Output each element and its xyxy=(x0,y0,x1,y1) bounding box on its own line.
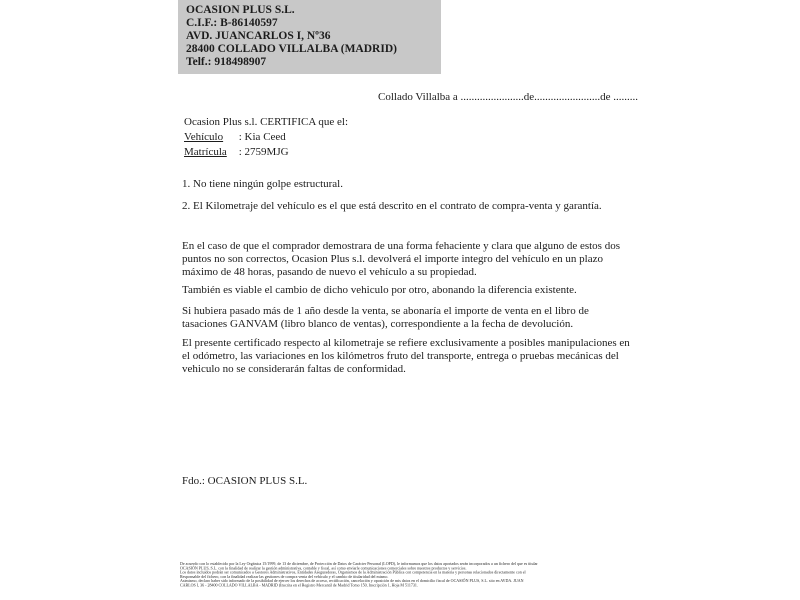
paragraph-refund-terms: En el caso de que el comprador demostrara de una forma fehaciente y clara que alguno de estos dos puntos no son correctos, Ocasion Plus s.l. devolverá el importe integro del vehículo en un plazo máximo de 48 horas, pasando de nuevo el vehículo a su propiedad. xyxy=(182,240,620,278)
letterhead-block xyxy=(178,0,441,74)
certificate-point-2: 2. El Kilometraje del vehículo es el que está descrito en el contrato de compra-venta y garantía. xyxy=(182,200,602,212)
vehicle-label: Vehículo xyxy=(184,131,224,143)
company-name: OCASION PLUS S.L. xyxy=(186,4,295,16)
vehicle-row xyxy=(184,131,286,143)
plate-row xyxy=(184,146,289,158)
company-address: AVD. JUANCARLOS I, Nº36 xyxy=(186,30,331,42)
paragraph-mileage-disclaimer: El presente certificado respecto al kilometraje se refiere exclusivamente a posibles manipulaciones en el odómetro, las variaciones en los kilómetros fruto del transporte, entrega o pruebas mecánicas del vehiculo no se considerarán faltas de conformidad. xyxy=(182,337,630,375)
footer-line-2: OCASIÓN PLUS, S.L. con la finalidad de realizar la gestión administrativa, contable y fiscal, así como enviarle comunicaciones comerciales sobre nuestros productos y servicios. xyxy=(180,565,467,571)
footer-line-5: Asimismo, declaro haber sido informado de la posibilidad de ejercer los derechos de acceso, rectificación, cancelación y oposición de mis datos en el domicilio fiscal de OCASIÓN PLUS, S.L. sito en AVDA. JUAN xyxy=(180,578,524,584)
footer-line-4: Responsable del fichero, con la finalidad realizar las gestiones de compra venta del vehículo y el cambio de titularidad del mismo. xyxy=(180,574,389,579)
company-cif: C.I.F.: B-86140597 xyxy=(186,17,278,29)
footer-line-6: CARLOS I, 36 - 28400 COLLADO VILLALBA - MADRID (Inscrita en el Registro Mercantil de Madrid Tomo 150, Inscripción 1, Hoja M 511731. xyxy=(180,582,418,588)
paragraph-ganvam-valuation: Si hubiera pasado más de 1 año desde la venta, se abonaría el importe de venta en el libro de tasaciones GANVAM (libro blanco de ventas), correspondiente a la fecha de devolución. xyxy=(182,305,589,330)
date-line: Collado Villalba a .......................de........................de ......... xyxy=(378,91,639,103)
company-phone: Telf.: 918498907 xyxy=(186,56,267,68)
paragraph-exchange-option: También es viable el cambio de dicho vehiculo por otro, abonando la diferencia existente. xyxy=(182,284,577,296)
company-city: 28400 COLLADO VILLALBA (MADRID) xyxy=(186,43,397,55)
legal-footer xyxy=(180,562,620,588)
certificate-point-1: 1. No tiene ningún golpe estructural. xyxy=(182,178,343,190)
certify-intro: Ocasion Plus s.l. CERTIFICA que el: xyxy=(184,116,349,128)
signature-line: Fdo.: OCASION PLUS S.L. xyxy=(182,475,308,487)
footer-line-3: Los datos incluidos podrán ser comunicados a Gestores Administrativos, Entidades Aseguradoras, Organismos de la Administración Pública con competencia en la materia y personas relacionados directamente con el xyxy=(180,570,526,575)
footer-line-1: De acuerdo con lo establecido por la Ley Orgánica 15/1999, de 13 de diciembre, de Protección de Datos de Carácter Personal (LOPD), le informamos que los datos aportados serán incorporados a un fichero del que es titular xyxy=(180,561,538,566)
plate-value: : 2759MJG xyxy=(238,146,289,158)
plate-label: Matrícula xyxy=(184,146,227,158)
vehicle-value: : Kia Ceed xyxy=(238,131,286,143)
